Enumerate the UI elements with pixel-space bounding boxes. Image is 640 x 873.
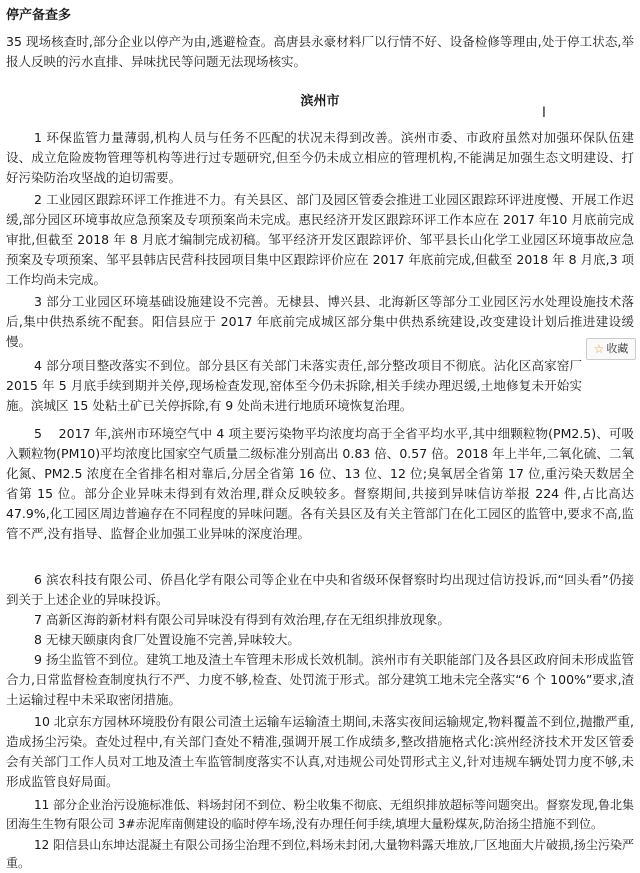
section-heading: 停产备查多	[6, 8, 72, 23]
item-6: 6 滨农科技有限公司、侨昌化学有限公司等企业在中央和省级环保督察时均出现过信访投诉,而“回头看”仍接到关于上述企业的异味投诉。	[6, 572, 634, 607]
item-8: 8 无棣天颐康肉食厂处置设施不完善,异味较大。	[34, 632, 300, 647]
item-11: 11 部分企业治污设施标准低、料场封闭不到位、粉尘收集不彻底、无组织排放超标等问题突出。督察发现,鲁北集团海生生物有限公司 3#赤泥库南侧建设的临时停车场,没有办理任何手续,填埋大量粉煤灰,防治扬尘措施不到位。	[6, 798, 634, 831]
star-icon: ☆	[593, 342, 605, 356]
item-4: 4 部分项目整改落实不到位。部分县区有关部门未落实责任,部分整改项目不彻底。沾化区高家窑厂2015 年 5 月底手续到期并关停,现场检查发现,窑体至今仍未拆除,相关手续办理迟缓,土地修复未开始实施。滨城区 15 处粘土矿已关停拆除,有 9 处尚未进行地质环境恢复治理。	[6, 358, 582, 413]
item-35: 35 现场核查时,部分企业以停产为由,逃避检查。高唐县永豪材料厂以行情不好、设备检修等理由,处于停工状态,举报人反映的污水直排、异味扰民等问题无法现场核实。	[6, 34, 634, 69]
item-9: 9 扬尘监管不到位。建筑工地及渣土车管理未形成长效机制。滨州市有关职能部门及各县区政府间未形成监管合力,日常监督检查制度执行不严、力度不够,检查、处罚流于形式。部分建筑工地未完全落实“6 个 100%”要求,渣土运输过程中未采取密闭措施。	[6, 652, 634, 707]
item-5: 5 2017 年,滨州市环境空气中 4 项主要污染物平均浓度均高于全省平均水平,其中细颗粒物(PM2.5)、可吸入颗粒物(PM10)平均浓度比国家空气质量二级标准分别高出 0.83 倍、0.57 倍。2018 年上半年,二氧化硫、二氧化氮、PM2.5 浓度在全省排名相对靠后,分居全省第 16 位、13 位、12 位;臭氧居全省第 17 位,重污染天数居全省第 15 位。部分企业异味未得到有效治理,群众反映较多。督察期间,共接到异味信访举报 224 件,占比高达 47.9%,化工园区周边普遍存在不同程度的异味问题。各有关县区及有关主管部门在化工园区的监管中,要求不高,监管不严,没有指导、监督企业加强工业异味的深度治理。	[6, 426, 634, 541]
item-1: 1 环保监管力量薄弱,机构人员与任务不匹配的状况未得到改善。滨州市委、市政府虽然对加强环保队伍建设、成立危险废物管理等机构等进行过专题研究,但至今仍未成立相应的管理机构,不能满足加强生态文明建设、打好污染防治攻坚战的迫切需要。	[6, 130, 634, 185]
item-2: 2 工业园区跟踪环评工作推进不力。有关县区、部门及园区管委会推进工业园区跟踪环评进度慢、开展工作迟缓,部分园区环境事故应急预案及专项预案尚未完成。惠民经济开发区跟踪环评工作本应在 2017 年10 月底前完成审批,但截至 2018 年 8 月底才编制完成初稿。邹平经济开发区跟踪评价、邹平县长山化学工业园区环境事故应急预案及专项预案、邹平县韩店民营科技园项目集中区跟踪评价应在 2017 年底前完成,但截至 2018 年 8 月底,3 项工作均尚未完成。	[6, 192, 634, 287]
favorite-button-label: 收藏	[606, 342, 629, 355]
item-12: 12 阳信县山东坤达混凝土有限公司扬尘治理不到位,料场未封闭,大量物料露天堆放,厂区地面大片破损,扬尘污染严重。	[6, 838, 634, 870]
item-7: 7 高新区海韵新材料有限公司异味没有得到有效治理,存在无组织排放现象。	[34, 612, 450, 627]
favorite-button[interactable]	[586, 338, 636, 360]
text-cursor-icon: I	[541, 105, 547, 121]
item-3: 3 部分工业园区环境基础设施建设不完善。无棣县、博兴县、北海新区等部分工业园区污水处理设施技术落后,集中供热系统不配套。阳信县应于 2017 年底前完成城区部分集中供热系统建设,改变建设计划后推进建设缓慢。	[6, 294, 634, 349]
city-title: 滨州市	[300, 94, 340, 109]
item-10: 10 北京东方园林环境股份有限公司渣土运输车运输渣土期间,未落实夜间运输规定,物料覆盖不到位,抛撒严重,造成扬尘污染。查处过程中,有关部门查处不精准,强调开展工作成绩多,整改措施格式化:滨州经济技术开发区管委会有关部门工作人员对工地及渣土车监管制度落实不认真,对违规公司处罚形式主义,针对违规车辆处罚力度不够,未形成监管良好局面。	[6, 714, 634, 789]
